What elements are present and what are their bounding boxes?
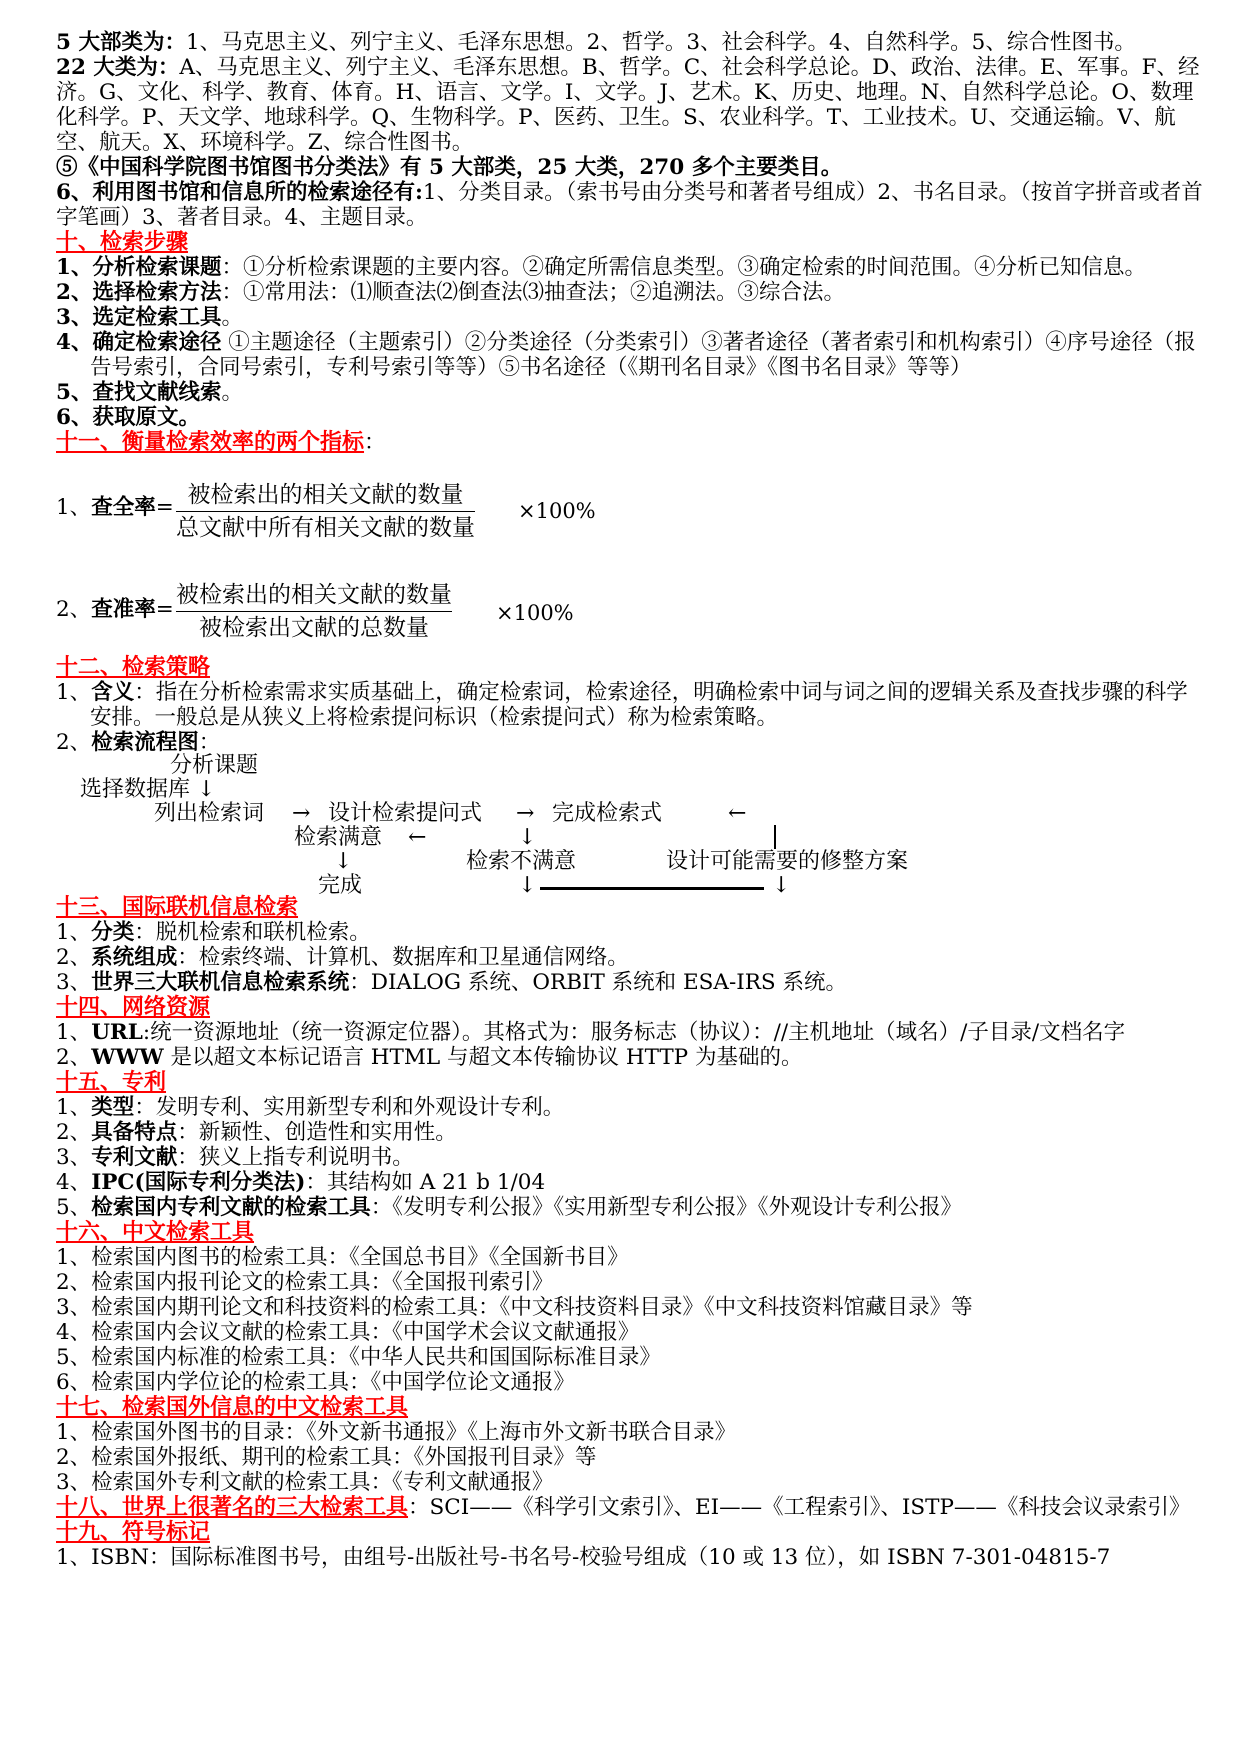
flow-node-list-terms: 列出检索词 <box>154 801 265 826</box>
flow-node-finish-query: 完成检索式 <box>552 801 663 826</box>
list-item: 3、专利文献：狭义上指专利说明书。 <box>56 1145 414 1170</box>
list-item: 4、确定检索途径 ①主题途径（主题索引）②分类途径（分类索引）③著者途径（著者索引和机构索引）④序号途径（报告号索引，合同号索引，专利号索引等等）⑤书名途径（《期刊名目录》《图书名目录》等等） <box>56 330 1196 380</box>
flow-node-done: 完成 <box>318 873 363 898</box>
section-title-16: 十六、中文检索工具 <box>56 1219 255 1245</box>
flow-node-revise: 设计可能需要的修整方案 <box>666 849 909 874</box>
section-title-14: 十四、网络资源 <box>56 994 211 1020</box>
flow-arrow: ↓ <box>334 849 353 874</box>
paragraph-retrieval-routes: 6、利用图书馆和信息所的检索途径有:1、分类目录。（索书号由分类号和著者号组成）2、书名目录。（按首字拼音或者首字笔画）3、著者目录。4、主题目录。 <box>56 180 1203 230</box>
flow-arrow: ← <box>728 801 747 826</box>
flow-node-select-db: 选择数据库 ↓ <box>80 777 216 802</box>
list-item: 1、含义：指在分析检索需求实质基础上，确定检索词，检索途径，明确检索中词与词之间的逻辑关系及查找步骤的科学安排。一般总是从狭义上将检索提问标识（检索提问式）称为检索策略。 <box>56 680 1188 730</box>
list-item: 6、获取原文。 <box>56 405 200 430</box>
list-item: 1、ISBN：国际标准图书号，由组号-出版社号-书名号-校验号组成（10 或 13 位），如 ISBN 7-301-04815-7 <box>56 1545 1111 1570</box>
flow-connector-line <box>774 825 776 849</box>
list-item: 2、WWW 是以超文本标记语言 HTML 与超文本传输协议 HTTP 为基础的。 <box>56 1045 803 1070</box>
section-title-11: 十一、衡量检索效率的两个指标 <box>56 429 365 455</box>
section-title-17: 十七、检索国外信息的中文检索工具 <box>56 1394 409 1420</box>
list-item: 5、检索国内标准的检索工具：《中华人民共和国国际标准目录》 <box>56 1345 661 1370</box>
paragraph-22-categories: 22 大类为：A、马克思主义、列宁主义、毛泽东思想。B、哲学。C、社会科学总论。D、政治、法律。E、军事。F、经济。G、文化、科学、教育、体育。H、语言、文学。I、文学。J、艺术。K、历史、地理。N、自然科学总论。O、数理化科学。P、天文学、地球科学。Q、生物科学。P、医药、卫生。S、农业科学。T、工业技术。U、交通运输。V、航空、航天。X、环境科学。Z、综合性图书。 <box>56 55 1200 155</box>
flow-arrow: ↓ <box>772 873 791 898</box>
section-title-10: 十、检索步骤 <box>56 229 189 255</box>
retrieval-flowchart <box>56 753 1206 898</box>
list-item: 2、具备特点：新颖性、创造性和实用性。 <box>56 1120 457 1145</box>
section-title-13: 十三、国际联机信息检索 <box>56 894 299 920</box>
flow-node-analyze: 分析课题 <box>170 753 259 778</box>
fraction-recall: 被检索出的相关文献的数量 总文献中所有相关文献的数量 <box>176 482 475 541</box>
list-item: 6、检索国内学位论的检索工具：《中国学位论文通报》 <box>56 1370 575 1395</box>
section-18-row: 十八、世界上很著名的三大检索工具：SCI——《科学引文索引》、EI——《工程索引》、ISTP——《科技会议录索引》 <box>56 1494 1191 1520</box>
list-item: 5、检索国内专利文献的检索工具：《发明专利公报》《实用新型专利公报》《外观设计专利公报》 <box>56 1195 962 1220</box>
flow-arrow: ← <box>408 825 427 850</box>
list-item: 2、检索国内报刊论文的检索工具：《全国报刊索引》 <box>56 1270 554 1295</box>
formula-recall: 1、查全率= 被检索出的相关文献的数量 总文献中所有相关文献的数量 ×100% <box>56 482 596 541</box>
list-item: 1、URL:统一资源地址（统一资源定位器）。其格式为：服务标志（协议）：//主机地址（域名）/子目录/文档名字 <box>56 1020 1126 1045</box>
flow-connector-bar <box>540 887 764 890</box>
list-item: 3、世界三大联机信息检索系统：DIALOG 系统、ORBIT 系统和 ESA-IRS 系统。 <box>56 970 847 995</box>
paragraph-cas-classification: ⑤《中国科学院图书馆图书分类法》有 5 大部类，25 大类，270 多个主要类目。 <box>56 155 843 180</box>
list-item: 5、查找文献线索。 <box>56 380 243 405</box>
fraction-precision: 被检索出的相关文献的数量 被检索出文献的总数量 <box>176 582 452 641</box>
list-item: 1、检索国内图书的检索工具：《全国总书目》《全国新书目》 <box>56 1245 629 1270</box>
flow-arrow: → <box>516 801 535 826</box>
list-item: 3、选定检索工具。 <box>56 305 243 330</box>
list-item: 2、检索国外报纸、期刊的检索工具：《外国报刊目录》等 <box>56 1445 597 1470</box>
list-item: 2、系统组成：检索终端、计算机、数据库和卫星通信网络。 <box>56 945 629 970</box>
flow-node-satisfied: 检索满意 <box>294 825 383 850</box>
flow-arrow: ↓ <box>518 825 537 850</box>
section-title-19: 十九、符号标记 <box>56 1519 211 1545</box>
list-item: 1、检索国外图书的目录：《外文新书通报》《上海市外文新书联合目录》 <box>56 1420 737 1445</box>
section-title-15: 十五、专利 <box>56 1069 167 1095</box>
list-item: 1、分析检索课题：①分析检索课题的主要内容。②确定所需信息类型。③确定检索的时间范围。④分析已知信息。 <box>56 255 1146 280</box>
section-title-11-row: 十一、衡量检索效率的两个指标： <box>56 429 386 455</box>
flow-arrow: → <box>292 801 311 826</box>
flow-node-not-satisfied: 检索不满意 <box>466 849 577 874</box>
list-item: 4、检索国内会议文献的检索工具：《中国学术会议文献通报》 <box>56 1320 640 1345</box>
list-item: 4、IPC(国际专利分类法)：其结构如 A 21 b 1/04 <box>56 1170 546 1195</box>
formula-precision: 2、查准率= 被检索出的相关文献的数量 被检索出文献的总数量 ×100% <box>56 582 574 641</box>
section-title-18: 十八、世界上很著名的三大检索工具 <box>56 1494 409 1520</box>
flow-arrow: ↓ <box>518 873 537 898</box>
list-item: 1、类型：发明专利、实用新型专利和外观设计专利。 <box>56 1095 565 1120</box>
list-item: 2、检索流程图： <box>56 730 221 755</box>
document-page <box>56 30 1206 1570</box>
section-title-12: 十二、检索策略 <box>56 654 211 680</box>
paragraph-major-categories: 5 大部类为：1、马克思主义、列宁主义、毛泽东思想。2、哲学。3、社会科学。4、自然科学。5、综合性图书。 <box>56 30 1136 55</box>
list-item: 1、分类：脱机检索和联机检索。 <box>56 920 371 945</box>
list-item: 3、检索国内期刊论文和科技资料的检索工具：《中文科技资料目录》《中文科技资料馆藏目录》等 <box>56 1295 973 1320</box>
list-item: 3、检索国外专利文献的检索工具：《专利文献通报》 <box>56 1470 554 1495</box>
flow-node-design-query: 设计检索提问式 <box>328 801 483 826</box>
list-item: 2、选择检索方法：①常用法：⑴顺查法⑵倒查法⑶抽查法；②追溯法。③综合法。 <box>56 280 845 305</box>
